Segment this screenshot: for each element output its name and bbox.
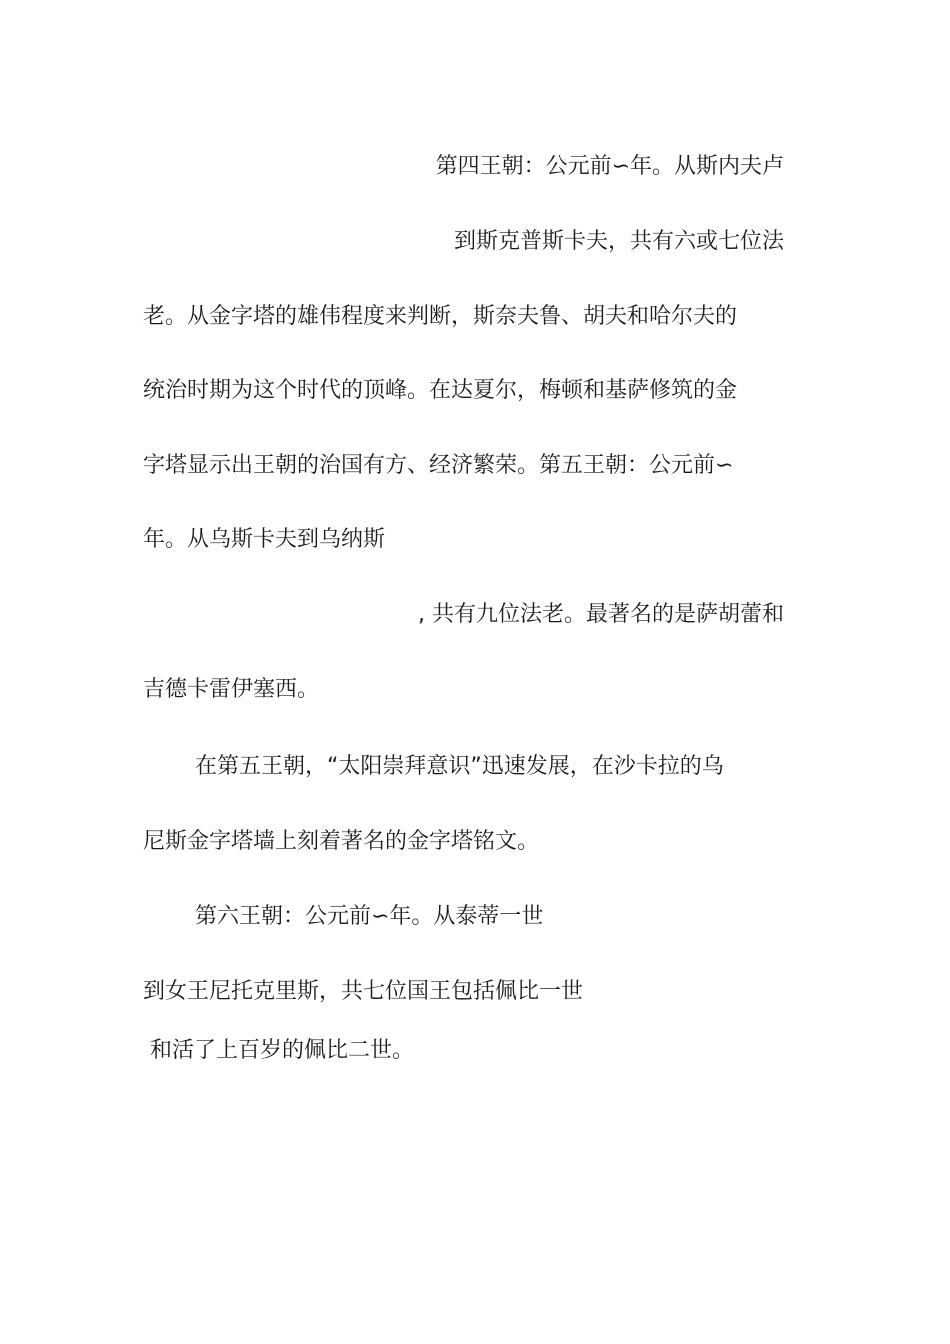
text-line-4: 统治时期为这个时代的顶峰。在达夏尔，梅顿和基萨修筑的金 [143, 378, 738, 403]
text-line-8: 吉德卡雷伊塞西。 [143, 677, 320, 702]
text-line-3: 老。从金字塔的雄伟程度来判断，斯奈夫鲁、胡夫和哈尔夫的 [143, 304, 738, 329]
text-line-2: 到斯克普斯卡夫，共有六或七位法 [453, 229, 784, 254]
text-line-7: , 共有九位法老。最著名的是萨胡蕾和 [418, 602, 784, 627]
text-line-9: 在第五王朝，“太阳崇拜意识”迅速发展，在沙卡拉的乌 [195, 754, 724, 779]
text-line-12: 到女王尼托克里斯，共七位国王包括佩比一世 [143, 979, 584, 1004]
text-line-6: 年。从乌斯卡夫到乌纳斯 [143, 527, 386, 552]
text-line-13: 和活了上百岁的佩比二世。 [150, 1038, 415, 1063]
text-line-5: 字塔显示出王朝的治国有方、经济繁荣。第五王朝：公元前∽ [143, 453, 734, 478]
text-line-1: 第四王朝：公元前∽年。从斯内夫卢 [435, 154, 784, 179]
text-line-11: 第六王朝：公元前∽年。从泰蒂一世 [195, 904, 544, 929]
text-line-10: 尼斯金字塔墙上刻着著名的金字塔铭文。 [143, 829, 540, 854]
